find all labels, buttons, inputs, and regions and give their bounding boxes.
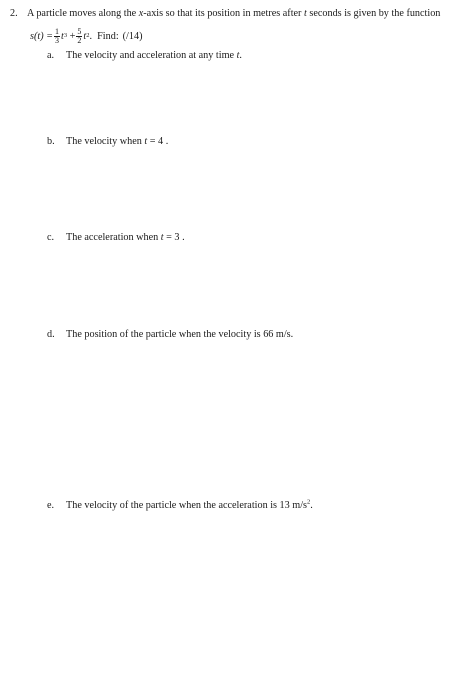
part-e: e. The velocity of the particle when the acceleration is 13 $m/s^2$. <box>47 498 313 511</box>
position-function: s(t) = $\frac{1}{3}$ t 3 + $\frac{5}{2}$ t 2 . Find: (/14) <box>30 26 143 45</box>
part-b: b. The velocity when t = 4 . <box>47 136 169 147</box>
part-d: d. The position of the particle when the velocity is 66 m/s. <box>47 329 294 340</box>
fraction-one-third: $\frac{1}{3}$ <box>55 26 60 45</box>
question-intro: 2. A particle moves along the x-axis so that its position in metres after t seconds is given by the function <box>10 8 441 19</box>
find-label: Find: <box>97 30 119 42</box>
part-a: a. The velocity and acceleration at any time t. <box>47 50 242 61</box>
marks-total: (/14) <box>122 30 143 42</box>
question-number: 2. <box>10 8 18 19</box>
part-c: c. The acceleration when t = 3 . <box>47 232 185 243</box>
fraction-five-halves: $\frac{5}{2}$ <box>77 26 82 45</box>
